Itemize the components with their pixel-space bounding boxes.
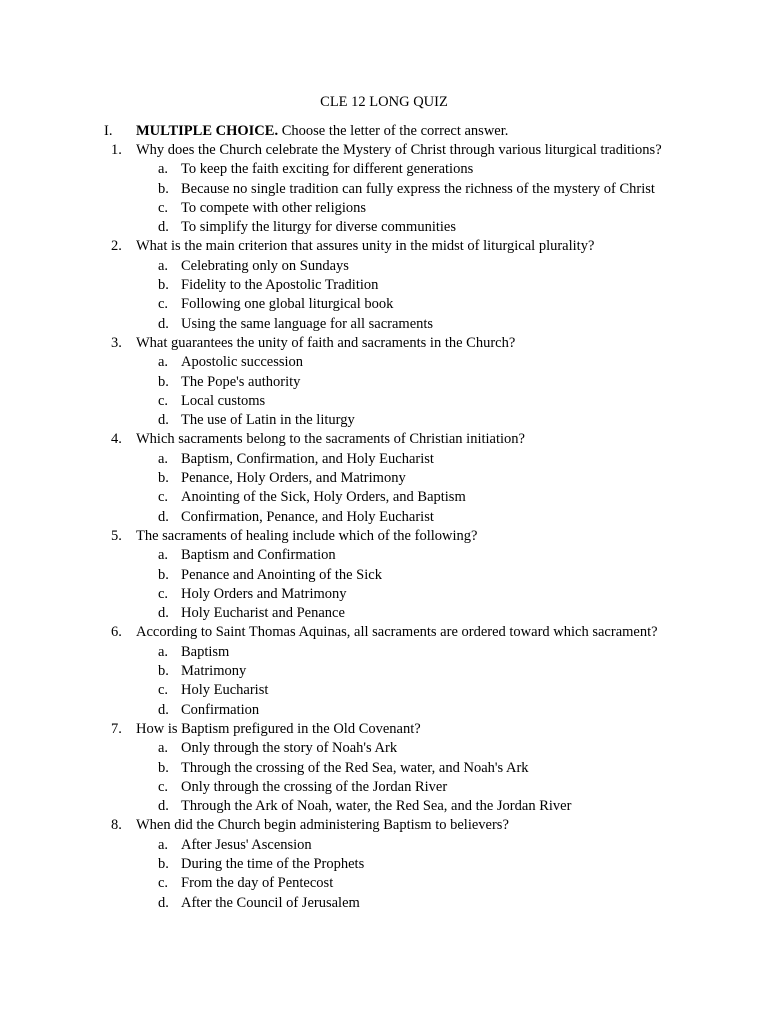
- section-instruction: Choose the letter of the correct answer.: [278, 123, 509, 139]
- answer-option: [0, 218, 768, 237]
- option-letter: a.: [158, 354, 169, 371]
- question-text: What is the main criterion that assures unity in the midst of liturgical plurality?: [136, 238, 595, 255]
- option-letter: d.: [158, 894, 169, 911]
- question-number: 8.: [111, 817, 122, 834]
- option-letter: b.: [158, 180, 169, 197]
- option-text: During the time of the Prophets: [181, 855, 365, 872]
- answer-option: [0, 759, 768, 778]
- option-letter: a.: [158, 161, 169, 178]
- answer-option: [0, 469, 768, 488]
- option-text: Through the crossing of the Red Sea, water, and Noah's Ark: [181, 759, 529, 776]
- question-text: When did the Church begin administering Baptism to believers?: [136, 817, 509, 834]
- option-letter: b.: [158, 855, 169, 872]
- option-text: The use of Latin in the liturgy: [181, 412, 355, 429]
- option-text: Only through the story of Noah's Ark: [181, 740, 398, 757]
- option-text: From the day of Pentecost: [181, 875, 334, 892]
- answer-option: [0, 874, 768, 893]
- answer-option: [0, 411, 768, 430]
- answer-option: [0, 836, 768, 855]
- option-text: Baptism: [181, 643, 230, 660]
- option-text: Penance and Anointing of the Sick: [181, 566, 382, 583]
- option-text: Baptism, Confirmation, and Holy Eucharist: [181, 450, 434, 467]
- question-number: 1.: [111, 142, 122, 158]
- question-number: 2.: [111, 238, 122, 255]
- answer-option: [0, 778, 768, 797]
- option-letter: d.: [158, 508, 169, 525]
- answer-option: [0, 643, 768, 662]
- answer-option: [0, 894, 768, 913]
- answer-option: [0, 546, 768, 565]
- option-letter: d.: [158, 219, 169, 236]
- option-letter: d.: [158, 315, 169, 332]
- answer-option: [0, 797, 768, 816]
- option-text: Local customs: [181, 392, 266, 409]
- option-letter: d.: [158, 798, 169, 815]
- option-letter: c.: [158, 585, 169, 602]
- option-text: To keep the faith exciting for different generations: [181, 161, 474, 178]
- option-letter: c.: [158, 489, 169, 506]
- question-text: Which sacraments belong to the sacraments of Christian initiation?: [136, 431, 525, 448]
- answer-option: [0, 295, 768, 314]
- question-number: 7.: [111, 720, 122, 737]
- question-item: [0, 527, 768, 623]
- option-text: After the Council of Jerusalem: [181, 894, 360, 911]
- page-title: CLE 12 LONG QUIZ: [320, 94, 448, 110]
- answer-option: [0, 353, 768, 372]
- answer-option: [0, 276, 768, 295]
- answer-option: [0, 373, 768, 392]
- answer-option: [0, 604, 768, 623]
- question-list: [0, 141, 768, 913]
- option-letter: a.: [158, 450, 169, 467]
- question-text: What guarantees the unity of faith and sacraments in the Church?: [136, 334, 516, 351]
- question-number: 4.: [111, 431, 122, 448]
- option-letter: b.: [158, 470, 169, 487]
- answer-option: [0, 488, 768, 507]
- option-letter: d.: [158, 701, 169, 718]
- option-letter: c.: [158, 392, 169, 409]
- answer-option: [0, 566, 768, 585]
- option-letter: c.: [158, 199, 169, 216]
- answer-option: [0, 257, 768, 276]
- question-item: [0, 430, 768, 526]
- option-letter: d.: [158, 605, 169, 622]
- question-text: According to Saint Thomas Aquinas, all sacraments are ordered toward which sacrament?: [136, 624, 658, 641]
- answer-option: [0, 585, 768, 604]
- option-text: Using the same language for all sacraments: [181, 315, 434, 332]
- option-text: Following one global liturgical book: [181, 296, 394, 313]
- option-letter: a.: [158, 836, 169, 853]
- question-text: How is Baptism prefigured in the Old Covenant?: [136, 720, 421, 737]
- option-letter: c.: [158, 296, 169, 313]
- option-letter: b.: [158, 373, 169, 390]
- answer-option: [0, 739, 768, 758]
- option-letter: c.: [158, 778, 169, 795]
- question-item: [0, 334, 768, 430]
- option-text: Holy Eucharist: [181, 682, 269, 699]
- question-item: [0, 141, 768, 237]
- option-letter: a.: [158, 257, 169, 274]
- section-title: MULTIPLE CHOICE.: [136, 123, 279, 139]
- question-number: 5.: [111, 527, 122, 544]
- option-text: Celebrating only on Sundays: [181, 257, 349, 274]
- question-number: 6.: [111, 624, 122, 641]
- option-letter: b.: [158, 277, 169, 294]
- option-letter: c.: [158, 682, 169, 699]
- option-text: Confirmation: [181, 701, 260, 718]
- option-letter: a.: [158, 740, 169, 757]
- question-text: Why does the Church celebrate the Mystery of Christ through various liturgical traditions?: [136, 142, 662, 158]
- answer-option: [0, 855, 768, 874]
- option-text: Because no single tradition can fully express the richness of the mystery of Christ: [181, 180, 655, 197]
- question-item: [0, 816, 768, 912]
- option-letter: c.: [158, 875, 169, 892]
- answer-option: [0, 199, 768, 218]
- answer-option: [0, 315, 768, 334]
- answer-option: [0, 701, 768, 720]
- option-letter: a.: [158, 547, 169, 564]
- option-text: Penance, Holy Orders, and Matrimony: [181, 470, 406, 487]
- question-item: [0, 720, 768, 816]
- option-text: Baptism and Confirmation: [181, 547, 336, 564]
- answer-option: [0, 662, 768, 681]
- section-number: I.: [104, 123, 113, 139]
- option-letter: d.: [158, 412, 169, 429]
- option-text: Holy Orders and Matrimony: [181, 585, 347, 602]
- section-instruction-line: [136, 122, 508, 141]
- option-text: To simplify the liturgy for diverse communities: [181, 219, 456, 236]
- answer-option: [0, 450, 768, 469]
- option-text: Holy Eucharist and Penance: [181, 605, 345, 622]
- option-text: After Jesus' Ascension: [181, 836, 312, 853]
- answer-option: [0, 681, 768, 700]
- option-text: Through the Ark of Noah, water, the Red Sea, and the Jordan River: [181, 798, 572, 815]
- question-number: 3.: [111, 334, 122, 351]
- question-item: [0, 623, 768, 719]
- answer-option: [0, 160, 768, 179]
- option-letter: a.: [158, 643, 169, 660]
- answer-option: [0, 508, 768, 527]
- answer-option: [0, 392, 768, 411]
- option-text: Only through the crossing of the Jordan River: [181, 778, 448, 795]
- question-text: The sacraments of healing include which of the following?: [136, 527, 478, 544]
- option-text: The Pope's authority: [181, 373, 301, 390]
- option-letter: b.: [158, 566, 169, 583]
- option-text: To compete with other religions: [181, 199, 367, 216]
- question-item: [0, 237, 768, 333]
- option-text: Apostolic succession: [181, 354, 304, 371]
- option-letter: b.: [158, 759, 169, 776]
- option-text: Confirmation, Penance, and Holy Eucharist: [181, 508, 434, 525]
- option-text: Fidelity to the Apostolic Tradition: [181, 277, 379, 294]
- option-text: Matrimony: [181, 663, 247, 680]
- answer-option: [0, 180, 768, 199]
- option-text: Anointing of the Sick, Holy Orders, and Baptism: [181, 489, 466, 506]
- option-letter: b.: [158, 663, 169, 680]
